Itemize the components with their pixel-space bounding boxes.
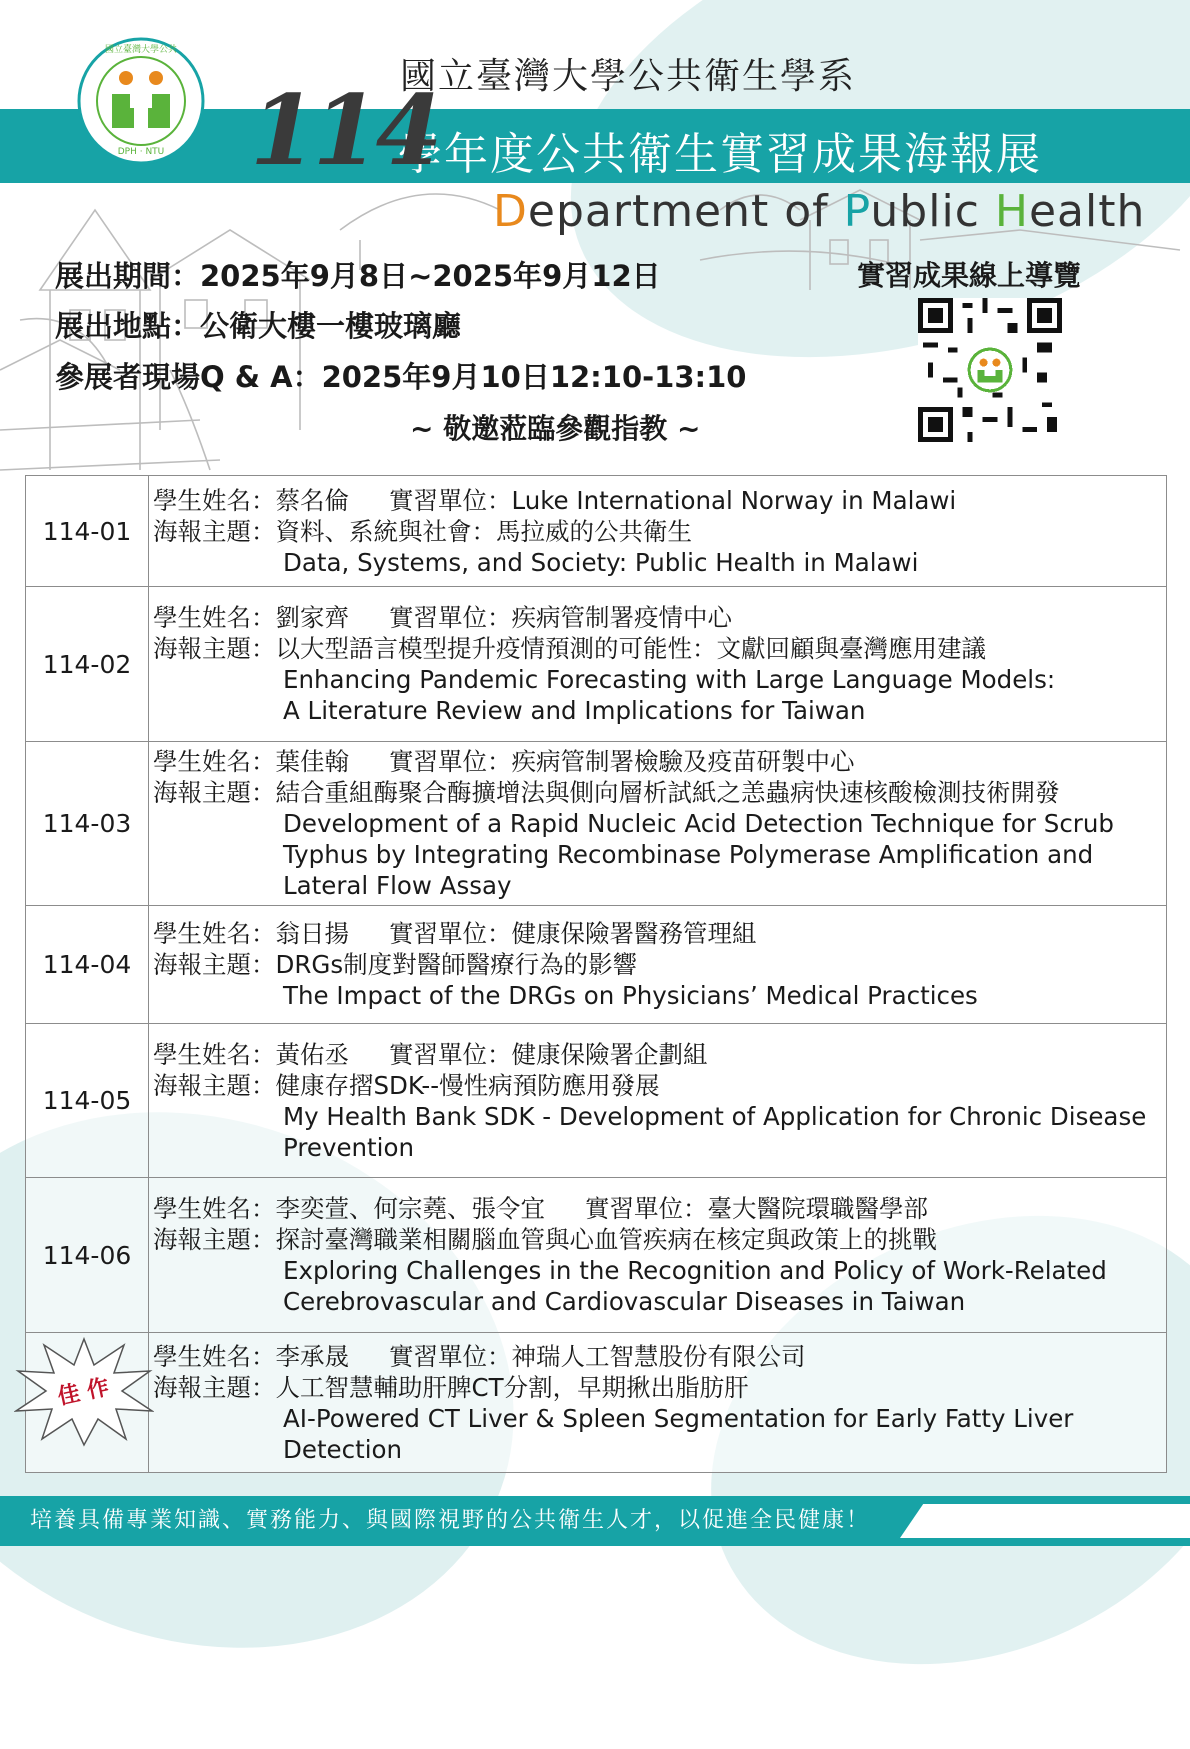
student-name: 學生姓名：葉佳翰 bbox=[153, 747, 349, 776]
poster-details bbox=[149, 587, 1167, 742]
poster-topic-english: A Literature Review and Implications for Taiwan bbox=[283, 696, 866, 725]
table-row bbox=[26, 906, 1167, 1024]
poster-details bbox=[149, 906, 1167, 1024]
svg-text:國立臺灣大學公共: 國立臺灣大學公共 bbox=[104, 45, 178, 55]
internship-unit: 實習單位：健康保險署企劃組 bbox=[389, 1039, 708, 1069]
poster-details bbox=[149, 742, 1167, 906]
poster-code: 114-06 bbox=[26, 1178, 149, 1333]
poster-topic-english: Detection bbox=[283, 1434, 403, 1464]
qr-code-icon[interactable] bbox=[918, 298, 1062, 442]
table-row bbox=[26, 1024, 1167, 1178]
table-row bbox=[26, 1333, 1167, 1473]
poster-topic: 海報主題：資料、系統與社會：馬拉威的公共衛生 bbox=[153, 516, 692, 546]
student-name: 學生姓名：翁日揚 bbox=[153, 919, 349, 948]
poster-topic: 海報主題：以大型語言模型提升疫情預測的可能性：文獻回顧與臺灣應用建議 bbox=[153, 634, 986, 663]
poster-code: 114-05 bbox=[26, 1024, 149, 1178]
online-tour-label: 實習成果線上導覽 bbox=[857, 259, 1082, 292]
poster-topic-english: Cerebrovascular and Cardiovascular Diseases in Taiwan bbox=[283, 1287, 966, 1316]
internship-unit: 實習單位：健康保險署醫務管理組 bbox=[389, 919, 757, 948]
poster-list-table bbox=[25, 475, 1167, 1473]
student-name: 學生姓名：李承晟 bbox=[153, 1341, 349, 1371]
honorable-mention-badge bbox=[14, 1335, 154, 1447]
poster-topic-english: My Health Bank SDK - Development of Application for Chronic Disease bbox=[283, 1101, 1147, 1131]
logo-icon bbox=[76, 36, 206, 166]
onsite-qa-time: 參展者現場Q & A：2025年9月10日12:10-13:10 bbox=[55, 360, 747, 394]
poster-topic-english: Exploring Challenges in the Recognition and Policy of Work-Related bbox=[283, 1256, 1107, 1285]
poster-topic-english: The Impact of the DRGs on Physicians’ Medical Practices bbox=[283, 981, 978, 1010]
internship-unit: 實習單位：神瑞人工智慧股份有限公司 bbox=[389, 1341, 806, 1371]
poster-topic: 海報主題：人工智慧輔助肝脾CT分割，早期揪出脂肪肝 bbox=[153, 1372, 749, 1402]
svg-text:DPH · NTU: DPH · NTU bbox=[117, 147, 165, 157]
exhibition-venue: 展出地點：公衛大樓一樓玻璃廳 bbox=[55, 309, 462, 343]
student-name: 學生姓名：李奕萱、何宗蕘、張令宜 bbox=[153, 1194, 545, 1223]
university-department-title: 國立臺灣大學公共衛生學系 bbox=[400, 56, 857, 97]
internship-unit: 實習單位：疾病管制署檢驗及疫苗研製中心 bbox=[389, 747, 855, 776]
poster-details bbox=[149, 1024, 1167, 1178]
poster-topic-english: Typhus by Integrating Recombinase Polymerase Amplification and bbox=[283, 840, 1094, 869]
internship-unit: 實習單位：臺大醫院環職醫學部 bbox=[585, 1194, 928, 1223]
poster-topic: 海報主題：探討臺灣職業相關腦血管與心血管疾病在核定與政策上的挑戰 bbox=[153, 1225, 937, 1254]
prize-label: 佳 作 bbox=[55, 1374, 112, 1411]
table-row bbox=[26, 1178, 1167, 1333]
student-name: 學生姓名：黃佑丞 bbox=[153, 1039, 349, 1069]
poster-details bbox=[149, 1178, 1167, 1333]
internship-unit: 實習單位：Luke International Norway in Malawi bbox=[389, 485, 957, 515]
poster-code: 114-02 bbox=[26, 587, 149, 742]
poster-details bbox=[149, 1333, 1167, 1473]
poster-topic: 海報主題：健康存摺SDK--慢性病預防應用發展 bbox=[153, 1070, 660, 1100]
poster-code: 114-04 bbox=[26, 906, 149, 1024]
table-row bbox=[26, 587, 1167, 742]
footer-slogan: 培養具備專業知識、實務能力、與國際視野的公共衛生人才，以促進全民健康！ bbox=[30, 1508, 871, 1533]
table-row bbox=[26, 476, 1167, 587]
poster-topic-english: Enhancing Pandemic Forecasting with Large Language Models: bbox=[283, 665, 1056, 694]
poster-topic: 海報主題：結合重組酶聚合酶擴增法與側向層析試紙之恙蟲病快速核酸檢測技術開發 bbox=[153, 778, 1060, 807]
invitation-text: ~ 敬邀蒞臨參觀指教 ~ bbox=[410, 412, 701, 445]
student-name: 學生姓名：蔡名倫 bbox=[153, 485, 349, 515]
table-row bbox=[26, 742, 1167, 906]
poster-topic-english: Data, Systems, and Society: Public Health in Malawi bbox=[283, 547, 919, 577]
poster-topic-english: AI-Powered CT Liver & Spleen Segmentation for Early Fatty Liver bbox=[283, 1403, 1074, 1433]
poster-topic-english: Prevention bbox=[283, 1132, 414, 1162]
student-name: 學生姓名：劉家齊 bbox=[153, 603, 349, 632]
exhibition-period: 展出期間：2025年9月8日~2025年9月12日 bbox=[55, 259, 661, 293]
footer-accent bbox=[900, 1504, 1190, 1538]
poster-topic: 海報主題：DRGs制度對醫師醫療行為的影響 bbox=[153, 950, 638, 979]
event-title: 學年度公共衛生實習成果海報展 bbox=[398, 129, 1042, 180]
poster-topic-english: Lateral Flow Assay bbox=[283, 871, 512, 900]
academic-year-number: 114 bbox=[250, 74, 439, 187]
internship-unit: 實習單位：疾病管制署疫情中心 bbox=[389, 603, 732, 632]
poster-code: 114-03 bbox=[26, 742, 149, 906]
poster-topic-english: Development of a Rapid Nucleic Acid Detection Technique for Scrub bbox=[283, 809, 1114, 838]
poster-details bbox=[149, 476, 1167, 587]
department-english-name: Department of Public Health bbox=[493, 186, 1146, 237]
poster-code: 114-01 bbox=[26, 476, 149, 587]
